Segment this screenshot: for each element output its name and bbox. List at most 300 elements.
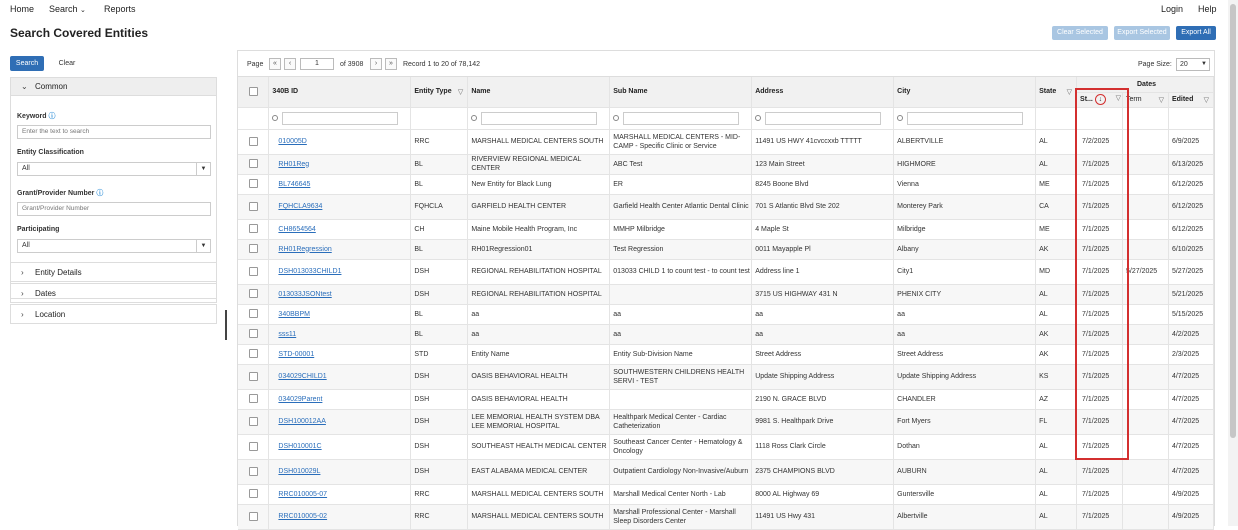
cell-start: 7/1/2025 <box>1077 194 1123 219</box>
cell-sub-name: ER <box>610 174 752 194</box>
cell-entity-type: DSH <box>411 284 468 304</box>
cell-start: 7/1/2025 <box>1077 409 1123 434</box>
cell-state: AK <box>1036 344 1077 364</box>
cell-sub-name: aa <box>610 324 752 344</box>
record-range: Record 1 to 20 of 78,142 <box>403 61 481 68</box>
page-label: Page <box>247 61 264 68</box>
cell-edited: 4/9/2025 <box>1168 504 1213 529</box>
filter-input-sub-name[interactable] <box>623 112 739 125</box>
cell-sub-name: Healthpark Medical Center - Cardiac Catheterization <box>610 409 752 434</box>
col-city-label: City <box>897 88 911 96</box>
chevron-right-icon: › <box>21 268 24 277</box>
keyword-input[interactable]: Enter the text to search <box>17 125 211 139</box>
col-start-label: St... <box>1080 96 1093 103</box>
filter-input-id[interactable] <box>282 112 398 125</box>
cell-start: 7/1/2025 <box>1077 284 1123 304</box>
cell-city: Vienna <box>894 174 1036 194</box>
cell-address: 2190 N. GRACE BLVD <box>752 389 894 409</box>
cell-sub-name: SOUTHWESTERN CHILDRENS HEALTH SERVI - TEST <box>610 364 752 389</box>
row-checkbox[interactable] <box>249 349 258 358</box>
table-row[interactable] <box>238 239 1214 259</box>
entity-link[interactable]: FQHCLA9634 <box>278 203 323 210</box>
filter-icon[interactable]: ▽ <box>1158 96 1164 104</box>
cell-city: Street Address <box>894 344 1036 364</box>
cell-address: 2375 CHAMPIONS BLVD <box>752 459 894 484</box>
cell-term <box>1123 389 1169 409</box>
row-checkbox[interactable] <box>249 394 258 403</box>
row-select-cell <box>238 484 269 504</box>
export-selected-button[interactable]: Export Selected <box>1114 26 1170 40</box>
cell-entity-type: FQHCLA <box>411 194 468 219</box>
cell-name: RIVERVIEW REGIONAL MEDICAL CENTER <box>468 154 610 174</box>
cell-start: 7/1/2025 <box>1077 434 1123 459</box>
table-row[interactable] <box>238 409 1214 434</box>
cell-edited: 5/15/2025 <box>1168 304 1213 324</box>
table-row[interactable] <box>238 504 1214 529</box>
cell-sub-name <box>610 284 752 304</box>
cell-start: 7/1/2025 <box>1077 219 1123 239</box>
grant-label-text: Grant/Provider Number <box>17 190 95 197</box>
cell-start: 7/1/2025 <box>1077 504 1123 529</box>
cell-sub-name: Marshall Professional Center - Marshall Sleep Disorders Center <box>610 504 752 529</box>
cell-name: OASIS BEHAVIORAL HEALTH <box>468 364 610 389</box>
clear-selected-button[interactable]: Clear Selected <box>1052 26 1108 40</box>
entity-classification-select[interactable] <box>17 162 211 176</box>
row-checkbox[interactable] <box>249 467 258 476</box>
cell-entity-type: BL <box>411 174 468 194</box>
cell-start: 7/1/2025 <box>1077 484 1123 504</box>
filter-cell <box>238 107 269 129</box>
common-section-header[interactable] <box>11 78 216 96</box>
cell-edited: 2/3/2025 <box>1168 344 1213 364</box>
nav-login[interactable]: Login <box>1161 4 1184 14</box>
cell-term <box>1123 504 1169 529</box>
cell-sub-name: 013033 CHILD 1 to count test - to count test <box>610 259 752 284</box>
table-row[interactable] <box>238 344 1214 364</box>
table-row[interactable] <box>238 259 1214 284</box>
table-row[interactable] <box>238 459 1214 484</box>
cell-address: 0011 Mayapple Pl <box>752 239 894 259</box>
cell-term <box>1123 344 1169 364</box>
row-select-cell <box>238 304 269 324</box>
cell-sub-name: MARSHALL MEDICAL CENTERS - MID-CAMP - Specific Clinic or Service <box>610 129 752 154</box>
entity-link[interactable]: DSH010001C <box>278 443 322 450</box>
col-edited[interactable] <box>1168 92 1213 107</box>
cell-entity-type: RRC <box>411 504 468 529</box>
cell-term <box>1123 409 1169 434</box>
cell-340b-id <box>269 219 411 239</box>
header-group-row <box>238 77 1214 92</box>
col-start[interactable] <box>1077 92 1123 107</box>
entity-link[interactable]: STD-00001 <box>278 350 315 358</box>
cell-entity-type: DSH <box>411 259 468 284</box>
grant-label <box>17 188 103 198</box>
select-all-cell <box>238 77 269 107</box>
nav-search[interactable] <box>49 4 86 14</box>
location-section[interactable] <box>10 304 217 324</box>
cell-address: 8000 AL Highway 69 <box>752 484 894 504</box>
cell-city: Monterey Park <box>894 194 1036 219</box>
row-checkbox[interactable] <box>249 267 258 276</box>
row-checkbox[interactable] <box>249 512 258 521</box>
col-name-label: Name <box>471 88 491 96</box>
table-row[interactable] <box>238 434 1214 459</box>
page-title: Search Covered Entities <box>10 26 149 40</box>
table-row[interactable] <box>238 284 1214 304</box>
row-checkbox[interactable] <box>249 202 258 211</box>
row-checkbox[interactable] <box>249 309 258 318</box>
cell-340b-id <box>269 304 411 324</box>
entity-link[interactable]: RRC010005-07 <box>278 490 328 498</box>
filter-icon[interactable]: ▽ <box>457 88 464 96</box>
cell-edited: 5/21/2025 <box>1168 284 1213 304</box>
row-checkbox[interactable] <box>249 137 258 146</box>
table-row[interactable] <box>238 364 1214 389</box>
entity-classification-value: All <box>22 165 30 172</box>
col-address-label: Address <box>755 88 784 96</box>
cell-address: aa <box>752 304 894 324</box>
panel-resize-handle[interactable] <box>225 310 227 340</box>
col-address[interactable] <box>752 77 894 107</box>
chevron-down-icon: ⌄ <box>80 7 86 14</box>
cell-edited: 6/13/2025 <box>1168 154 1213 174</box>
cell-entity-type: DSH <box>411 459 468 484</box>
row-checkbox[interactable] <box>249 244 258 253</box>
nav-help[interactable]: Help <box>1198 4 1217 14</box>
clear-button[interactable]: Clear <box>58 60 76 67</box>
cell-name: MARSHALL MEDICAL CENTERS SOUTH <box>468 129 610 154</box>
entity-link[interactable]: RH01Regression <box>278 245 332 253</box>
filter-input-address[interactable] <box>765 112 881 125</box>
col-name[interactable] <box>468 77 610 107</box>
cell-340b-id <box>269 154 411 174</box>
cell-city: aa <box>894 304 1036 324</box>
cell-entity-type: BL <box>411 239 468 259</box>
table-row[interactable] <box>238 129 1214 154</box>
filter-row <box>238 107 1214 129</box>
search-button[interactable]: Search <box>10 56 44 71</box>
filter-icon[interactable]: ▽ <box>1203 96 1209 104</box>
row-checkbox[interactable] <box>249 289 258 298</box>
cell-state: AL <box>1036 434 1077 459</box>
page-input[interactable]: 1 <box>300 58 334 70</box>
cell-sub-name <box>610 389 752 409</box>
cell-edited: 4/7/2025 <box>1168 409 1213 434</box>
cell-term <box>1123 304 1169 324</box>
cell-name: aa <box>468 304 610 324</box>
row-select-cell <box>238 389 269 409</box>
cell-city: Guntersville <box>894 484 1036 504</box>
cell-sub-name: MMHP Milbridge <box>610 219 752 239</box>
row-checkbox[interactable] <box>249 417 258 426</box>
cell-340b-id <box>269 504 411 529</box>
filter-radio[interactable] <box>897 115 903 121</box>
participating-value: All <box>22 242 30 249</box>
participating-select[interactable] <box>17 239 211 253</box>
cell-edited: 6/10/2025 <box>1168 239 1213 259</box>
cell-state: AL <box>1036 484 1077 504</box>
row-select-cell <box>238 239 269 259</box>
cell-name: EAST ALABAMA MEDICAL CENTER <box>468 459 610 484</box>
cell-340b-id <box>269 194 411 219</box>
cell-entity-type: BL <box>411 154 468 174</box>
cell-name: Maine Mobile Health Program, Inc <box>468 219 610 239</box>
cell-start: 7/2/2025 <box>1077 129 1123 154</box>
pager <box>238 51 1214 77</box>
col-sub-name[interactable] <box>610 77 752 107</box>
cell-address: Street Address <box>752 344 894 364</box>
entity-link[interactable]: RH01Reg <box>278 160 310 168</box>
cell-city: Albertville <box>894 504 1036 529</box>
table-row[interactable] <box>238 174 1214 194</box>
chevron-right-icon: › <box>21 310 24 319</box>
row-select-cell <box>238 459 269 484</box>
table-row[interactable] <box>238 304 1214 324</box>
filter-input-city[interactable] <box>907 112 1023 125</box>
cell-state: MD <box>1036 259 1077 284</box>
table-row[interactable] <box>238 154 1214 174</box>
filter-cell <box>411 107 468 129</box>
entity-link[interactable]: DSH100012AA <box>278 418 326 425</box>
row-checkbox[interactable] <box>249 159 258 168</box>
filter-cell <box>610 107 752 129</box>
cell-start: 7/1/2025 <box>1077 389 1123 409</box>
cell-address: Update Shipping Address <box>752 364 894 389</box>
cell-term <box>1123 324 1169 344</box>
last-page-icon[interactable]: » <box>385 58 397 70</box>
filter-radio[interactable] <box>471 115 477 121</box>
cell-sub-name: Garfield Health Center Atlantic Dental Clinic <box>610 194 752 219</box>
select-all-checkbox[interactable] <box>249 87 258 96</box>
cell-start: 7/1/2025 <box>1077 174 1123 194</box>
cell-city: ALBERTVILLE <box>894 129 1036 154</box>
row-select-cell <box>238 409 269 434</box>
cell-edited: 4/7/2025 <box>1168 364 1213 389</box>
entity-classification-label: Entity Classification <box>17 149 84 156</box>
dates-label: Dates <box>35 289 56 298</box>
cell-state: AL <box>1036 304 1077 324</box>
filter-icon[interactable]: ▽ <box>1066 88 1073 96</box>
table-row[interactable] <box>238 324 1214 344</box>
results-grid <box>237 50 1215 526</box>
top-nav <box>0 0 1238 18</box>
cell-state: ME <box>1036 174 1077 194</box>
cell-edited: 4/7/2025 <box>1168 459 1213 484</box>
cell-340b-id <box>269 324 411 344</box>
entity-link[interactable]: 340BBPM <box>278 310 310 318</box>
cell-entity-type: STD <box>411 344 468 364</box>
chevron-down-icon: ⌄ <box>21 82 28 91</box>
cell-name: Entity Name <box>468 344 610 364</box>
page-size-label: Page Size: <box>1138 61 1172 68</box>
cell-address: 4 Maple St <box>752 219 894 239</box>
entity-link[interactable]: 034029CHILD1 <box>278 373 327 380</box>
cell-term <box>1123 434 1169 459</box>
entity-details-label: Entity Details <box>35 268 82 277</box>
col-group-dates: Dates <box>1077 77 1214 92</box>
col-340b-id-label: 340B ID <box>272 88 299 96</box>
grant-input[interactable]: Grant/Provider Number <box>17 202 211 216</box>
filter-cell <box>752 107 894 129</box>
cell-entity-type: RRC <box>411 484 468 504</box>
cell-state: ME <box>1036 219 1077 239</box>
entity-link[interactable]: RRC010005-02 <box>278 513 328 520</box>
cell-term <box>1123 174 1169 194</box>
caret-down-icon: ▼ <box>196 240 210 252</box>
cell-city: PHENIX CITY <box>894 284 1036 304</box>
common-section-label: Common <box>35 82 68 91</box>
entity-link[interactable]: 034029Parent <box>278 395 323 403</box>
filter-radio[interactable] <box>272 115 278 121</box>
results-body <box>238 129 1214 529</box>
cell-term <box>1123 239 1169 259</box>
cell-state: AK <box>1036 239 1077 259</box>
cell-name: REGIONAL REHABILITATION HOSPITAL <box>468 259 610 284</box>
row-select-cell <box>238 284 269 304</box>
entity-link[interactable]: sss11 <box>278 330 297 338</box>
row-select-cell <box>238 364 269 389</box>
prev-page-icon[interactable]: ‹ <box>284 58 296 70</box>
row-select-cell <box>238 324 269 344</box>
row-checkbox[interactable] <box>249 372 258 381</box>
entity-link[interactable]: 010005D <box>278 138 307 145</box>
cell-start: 7/1/2025 <box>1077 324 1123 344</box>
entity-details-section[interactable] <box>10 262 217 282</box>
cell-start: 7/1/2025 <box>1077 459 1123 484</box>
cell-name: New Entity for Black Lung <box>468 174 610 194</box>
cell-entity-type: BL <box>411 324 468 344</box>
col-340b-id[interactable] <box>269 77 411 107</box>
next-page-icon[interactable]: › <box>370 58 382 70</box>
row-checkbox[interactable] <box>249 179 258 188</box>
cell-edited: 4/2/2025 <box>1168 324 1213 344</box>
entity-link[interactable]: DSH010029L <box>278 468 321 475</box>
filter-input-name[interactable] <box>481 112 597 125</box>
row-select-cell <box>238 219 269 239</box>
filter-radio[interactable] <box>613 115 619 121</box>
cell-name: aa <box>468 324 610 344</box>
cell-sub-name: ABC Test <box>610 154 752 174</box>
cell-term <box>1123 459 1169 484</box>
cell-edited: 6/9/2025 <box>1168 129 1213 154</box>
row-select-cell <box>238 154 269 174</box>
filter-icon[interactable]: ▽ <box>1115 95 1121 102</box>
table-row[interactable] <box>238 389 1214 409</box>
page-size-select[interactable] <box>1176 58 1210 71</box>
entity-link[interactable]: 013033JSONtest <box>278 290 332 298</box>
caret-down-icon: ▼ <box>196 163 210 175</box>
cell-address: 11491 US HWY 41cvccxxb TTTTT <box>752 129 894 154</box>
table-row[interactable] <box>238 194 1214 219</box>
cell-edited: 6/12/2025 <box>1168 174 1213 194</box>
col-term-label: Term <box>1126 95 1142 103</box>
table-row[interactable] <box>238 484 1214 504</box>
cell-edited: 6/12/2025 <box>1168 194 1213 219</box>
scrollbar-thumb[interactable] <box>1230 4 1236 438</box>
cell-state: AZ <box>1036 389 1077 409</box>
cell-edited: 6/12/2025 <box>1168 219 1213 239</box>
cell-sub-name: Test Regression <box>610 239 752 259</box>
cell-sub-name: Outpatient Cardiology Non-Invasive/Auburn <box>610 459 752 484</box>
nav-home[interactable]: Home <box>10 4 35 14</box>
col-state-label: State <box>1039 87 1057 95</box>
results-table <box>238 77 1214 530</box>
dates-section[interactable] <box>10 283 217 303</box>
entity-link[interactable]: BL746645 <box>278 180 311 188</box>
cell-340b-id <box>269 344 411 364</box>
page-count: of 3908 <box>340 61 364 68</box>
first-page-icon[interactable]: « <box>269 58 281 70</box>
cell-340b-id <box>269 129 411 154</box>
cell-address: 3715 US HIGHWAY 431 N <box>752 284 894 304</box>
cell-edited: 5/27/2025 <box>1168 259 1213 284</box>
cell-city: Update Shipping Address <box>894 364 1036 389</box>
filter-cell <box>894 107 1036 129</box>
cell-term: 5/27/2025 <box>1123 259 1169 284</box>
cell-entity-type: CH <box>411 219 468 239</box>
table-row[interactable] <box>238 219 1214 239</box>
row-checkbox[interactable] <box>249 224 258 233</box>
cell-entity-type: BL <box>411 304 468 324</box>
nav-reports[interactable]: Reports <box>104 4 136 14</box>
cell-start: 7/1/2025 <box>1077 344 1123 364</box>
cell-city: aa <box>894 324 1036 344</box>
row-checkbox[interactable] <box>249 442 258 451</box>
filter-cell <box>1077 107 1123 129</box>
location-label: Location <box>35 310 66 319</box>
caret-down-icon: ▼ <box>1201 61 1207 67</box>
cell-entity-type: DSH <box>411 434 468 459</box>
participating-label: Participating <box>17 226 60 233</box>
filter-radio[interactable] <box>755 115 761 121</box>
keyword-label <box>17 111 56 121</box>
cell-name: OASIS BEHAVIORAL HEALTH <box>468 389 610 409</box>
cell-340b-id <box>269 484 411 504</box>
row-select-cell <box>238 129 269 154</box>
page-size-value: 20 <box>1180 61 1188 68</box>
col-entity-type[interactable] <box>411 77 468 107</box>
cell-address: aa <box>752 324 894 344</box>
export-all-button[interactable]: Export All <box>1176 26 1216 40</box>
cell-start: 7/1/2025 <box>1077 259 1123 284</box>
filter-panel <box>10 56 217 526</box>
cell-state: AL <box>1036 129 1077 154</box>
cell-340b-id <box>269 284 411 304</box>
cell-name: LEE MEMORIAL HEALTH SYSTEM DBA LEE MEMORIAL HOSPITAL <box>468 409 610 434</box>
row-select-cell <box>238 259 269 284</box>
row-checkbox[interactable] <box>249 489 258 498</box>
cell-city: Milbridge <box>894 219 1036 239</box>
entity-link[interactable]: CH8654564 <box>278 225 316 233</box>
col-state[interactable] <box>1036 77 1077 107</box>
chevron-right-icon: › <box>21 289 24 298</box>
col-city[interactable] <box>894 77 1036 107</box>
filter-cell <box>468 107 610 129</box>
col-term[interactable] <box>1123 92 1169 107</box>
cell-entity-type: RRC <box>411 129 468 154</box>
cell-city: Albany <box>894 239 1036 259</box>
cell-term <box>1123 129 1169 154</box>
cell-340b-id <box>269 389 411 409</box>
entity-link[interactable]: DSH013033CHILD1 <box>278 268 342 275</box>
cell-entity-type: DSH <box>411 409 468 434</box>
cell-address: Address line 1 <box>752 259 894 284</box>
sort-desc-icon[interactable]: ↓ <box>1095 94 1106 105</box>
cell-city: City1 <box>894 259 1036 284</box>
keyword-label-text: Keyword <box>17 113 47 120</box>
cell-term <box>1123 364 1169 389</box>
row-checkbox[interactable] <box>249 329 258 338</box>
